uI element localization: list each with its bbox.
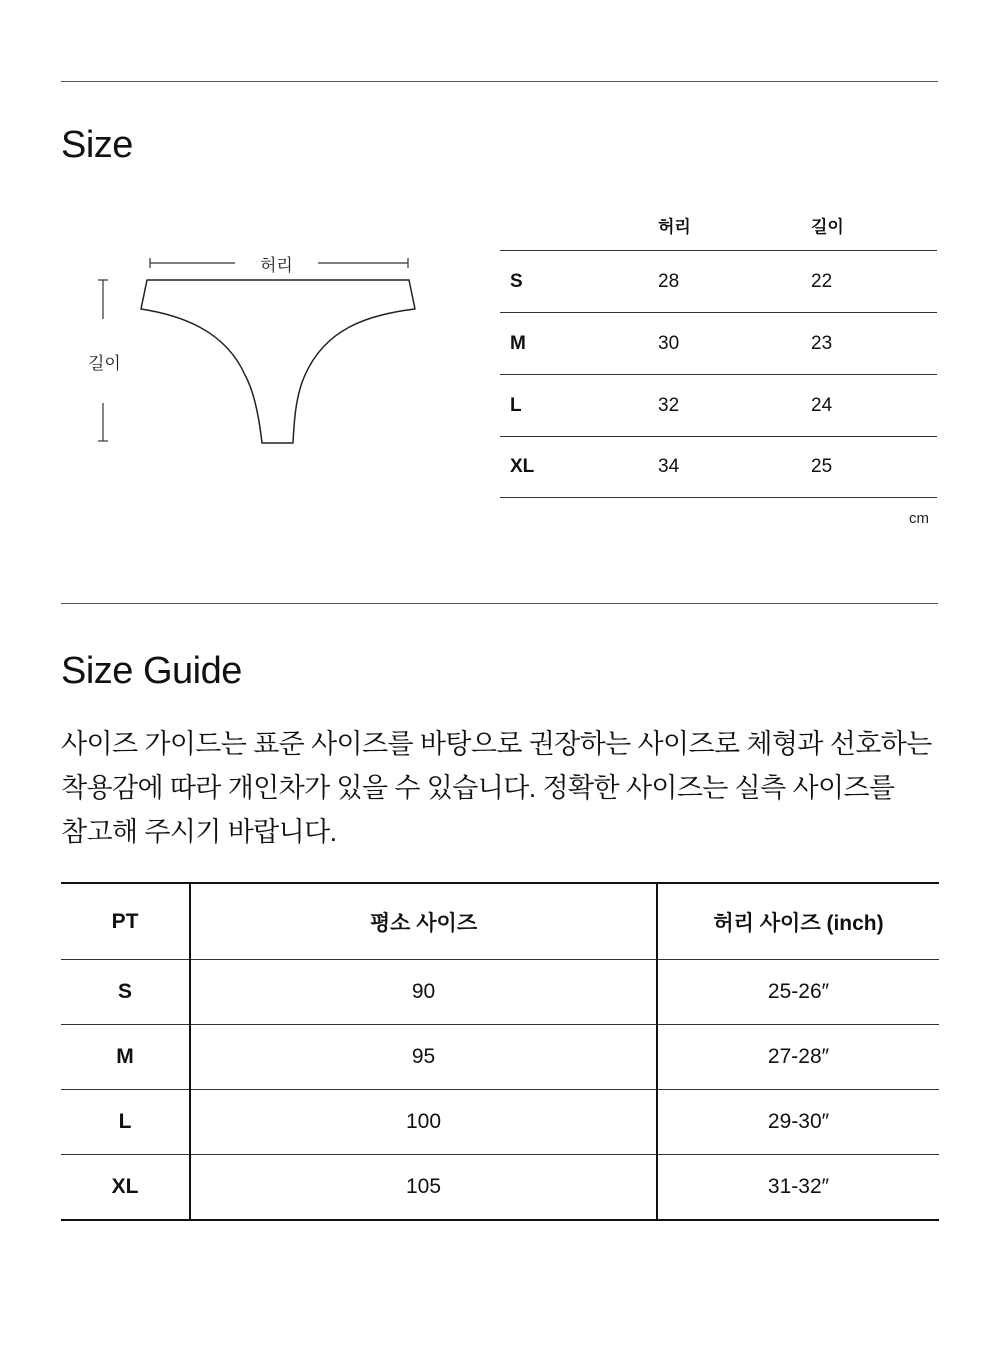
- size-guide-table: [61, 882, 939, 1221]
- size-label: XL: [510, 456, 535, 477]
- top-divider: [61, 81, 938, 82]
- size-label: S: [510, 270, 523, 292]
- size-guide-description: [61, 722, 951, 854]
- size-label: M: [510, 332, 526, 354]
- waist-value: 28: [658, 270, 680, 292]
- header-waist: 허리: [658, 217, 691, 237]
- table-row: [500, 437, 937, 498]
- header-pt: PT: [61, 883, 190, 960]
- waist-value: 34: [658, 456, 680, 477]
- header-waist-inch: 허리 사이즈 (inch): [713, 911, 884, 935]
- header-regular-size: 평소 사이즈: [190, 883, 657, 960]
- pt-cell: S: [61, 960, 190, 1025]
- header-length: 길이: [811, 217, 844, 237]
- size-title: Size: [61, 124, 133, 166]
- waist-value: 30: [658, 332, 680, 354]
- brief-outline-icon: [80, 245, 440, 455]
- section-divider: [61, 603, 938, 604]
- size-guide-title: Size Guide: [61, 650, 242, 692]
- description-line: 사이즈 가이드는 표준 사이즈를 바탕으로 권장하는 사이즈로 체형과 선호하는: [61, 729, 932, 759]
- garment-diagram: [80, 245, 440, 455]
- regular-size-cell: 95: [190, 1025, 657, 1090]
- table-row: [61, 1090, 939, 1155]
- pt-cell: XL: [61, 1155, 190, 1221]
- table-header-row: [500, 200, 937, 251]
- pt-cell: L: [61, 1090, 190, 1155]
- table-row: [61, 1155, 939, 1221]
- table-header-row: [61, 883, 939, 960]
- length-value: 25: [811, 456, 833, 477]
- regular-size-cell: 105: [190, 1155, 657, 1221]
- table-row: [500, 313, 937, 375]
- length-value: 22: [811, 270, 833, 292]
- table-row: [61, 960, 939, 1025]
- size-label: L: [510, 394, 522, 416]
- length-label: 길이: [86, 349, 123, 374]
- size-measurement-table: [500, 200, 937, 498]
- waist-label: 허리: [258, 251, 295, 276]
- regular-size-cell: 100: [190, 1090, 657, 1155]
- description-line: 착용감에 따라 개인차가 있을 수 있습니다. 정확한 사이즈는 실측 사이즈를: [61, 773, 895, 803]
- waist-inch-cell: 27-28″: [767, 1045, 830, 1068]
- table-row: [61, 1025, 939, 1090]
- table-row: [500, 375, 937, 437]
- pt-cell: M: [61, 1025, 190, 1090]
- unit-label: cm: [909, 510, 929, 527]
- table-row: [500, 251, 937, 313]
- waist-inch-cell: 25-26″: [767, 980, 830, 1003]
- waist-inch-cell: 31-32″: [767, 1175, 830, 1198]
- description-line: 참고해 주시기 바랍니다.: [61, 817, 337, 847]
- waist-value: 32: [658, 394, 680, 416]
- length-value: 24: [811, 394, 833, 416]
- waist-inch-cell: 29-30″: [767, 1110, 830, 1133]
- length-value: 23: [811, 332, 833, 354]
- regular-size-cell: 90: [190, 960, 657, 1025]
